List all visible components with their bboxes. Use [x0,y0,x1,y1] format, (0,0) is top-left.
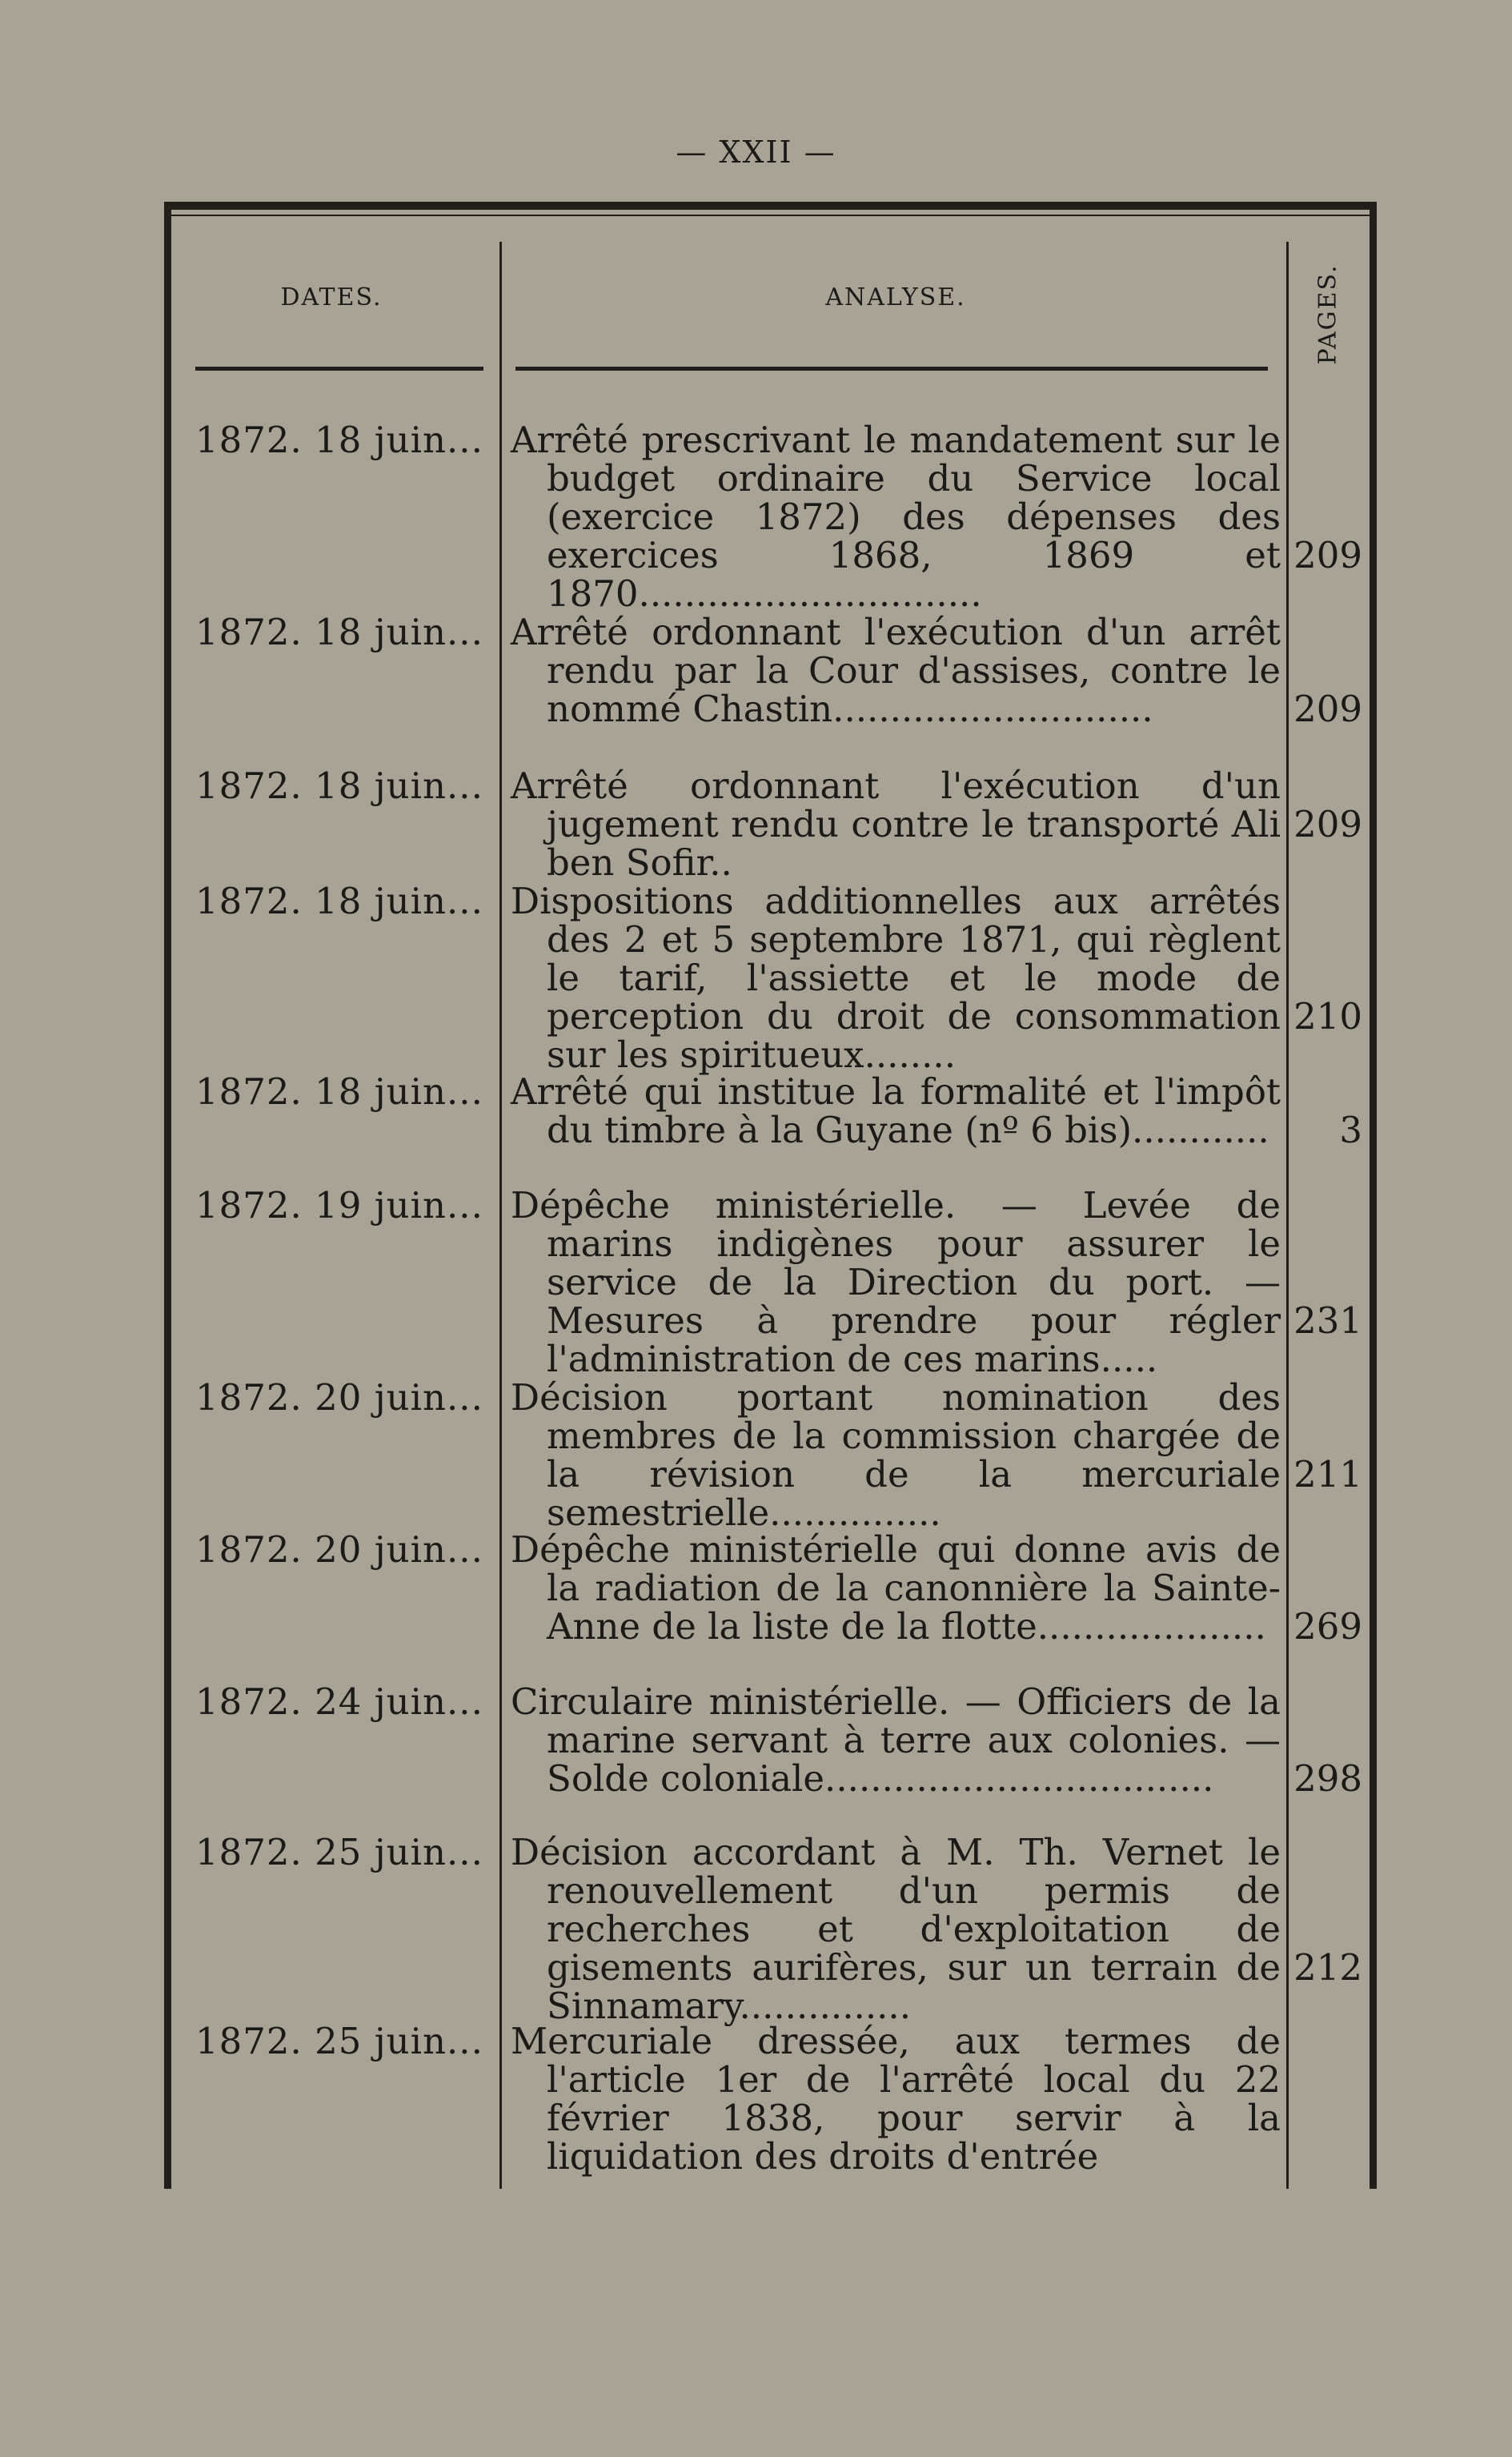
table-row [171,419,1370,615]
entry-date: 1872. 19 juin... [195,1184,483,1226]
column-header-dates: DATES. [280,283,383,311]
entry-analysis: Arrêté prescrivant le mandatement sur le budget ordinaire du Service local (exercice 1872) des dépenses des exercices 1868, 1869 et 1870.............................. [511,419,1281,615]
entry-page: 210 [1293,995,1362,1038]
table-row [171,1831,1370,2027]
entry-page: 209 [1293,534,1362,576]
entry-page: 269 [1293,1605,1362,1648]
entry-page: 3 [1339,1109,1362,1151]
table-row [171,1528,1370,1648]
entry-analysis: Mercuriale dressée, aux termes de l'article 1er de l'arrêté local du 22 février 1838, pour servir à la liquidation des droits d'entrée [511,2020,1281,2178]
entry-analysis: Décision portant nomination des membres de la commission chargée de la révision de la mercuriale semestrielle............... [511,1376,1281,1534]
entry-date: 1872. 24 juin... [195,1680,483,1723]
entry-analysis: Dépêche ministérielle qui donne avis de la radiation de la canonnière la Sainte-Anne de la liste de la flotte.................... [511,1528,1281,1648]
table-row [171,1070,1370,1151]
entry-date: 1872. 20 juin... [195,1528,483,1571]
entry-analysis: Circulaire ministérielle. — Officiers de la marine servant à terre aux colonies. — Solde coloniale.................................. [511,1680,1281,1800]
header-rule [515,367,1268,371]
entry-page: 212 [1293,1946,1362,1989]
entry-page: 209 [1293,688,1362,730]
entry-date: 1872. 18 juin... [195,611,483,653]
entry-analysis: Dispositions additionnelles aux arrêtés des 2 et 5 septembre 1871, qui règlent le tarif, l'assiette et le mode de perception du droit de consommation sur les spiritueux........ [511,880,1281,1076]
table-row [171,1680,1370,1800]
header-rule [195,367,483,371]
table-row [171,2020,1370,2178]
entry-date: 1872. 25 juin... [195,1831,483,1873]
entry-analysis: Décision accordant à M. Th. Vernet le renouvellement d'un permis de recherches et d'exploitation de gisements aurifères, sur un terrain de Sinnamary............... [511,1831,1281,2027]
entry-date: 1872. 25 juin... [195,2020,483,2062]
table-row [171,613,1370,729]
entry-date: 1872. 18 juin... [195,419,483,461]
entry-page: 298 [1293,1757,1362,1800]
entry-date: 1872. 20 juin... [195,1376,483,1419]
column-header-pages [1296,238,1360,390]
entry-analysis: Arrêté ordonnant l'exécution d'un jugement rendu contre le transporté Ali ben Sofir.. [511,765,1281,884]
entry-analysis: Arrêté ordonnant l'exécution d'un arrêt rendu par la Cour d'assises, contre le nommé Chastin............................ [511,611,1281,730]
entry-analysis: Dépêche ministérielle. — Levée de marins indigènes pour assurer le service de la Direction du port. — Mesures à prendre pour régler l'administration de ces marins..... [511,1184,1281,1380]
entry-page: 209 [1293,803,1362,845]
entry-analysis: Arrêté qui institue la formalité et l'impôt du timbre à la Guyane (nº 6 bis)............ [511,1070,1281,1151]
entry-page: 231 [1293,1299,1362,1342]
page-header: — XXII — [676,134,836,170]
table-row [171,1184,1370,1380]
table-row [171,765,1370,884]
entry-page: 211 [1293,1453,1362,1495]
column-header-pages-label: PAGES. [1313,263,1342,364]
table-row [171,1376,1370,1534]
entry-date: 1872. 18 juin... [195,1070,483,1113]
column-header-analyse: ANALYSE. [825,283,966,311]
entry-date: 1872. 18 juin... [195,880,483,922]
table-row [171,880,1370,1076]
entry-date: 1872. 18 juin... [195,765,483,807]
table-frame [164,202,1377,2189]
